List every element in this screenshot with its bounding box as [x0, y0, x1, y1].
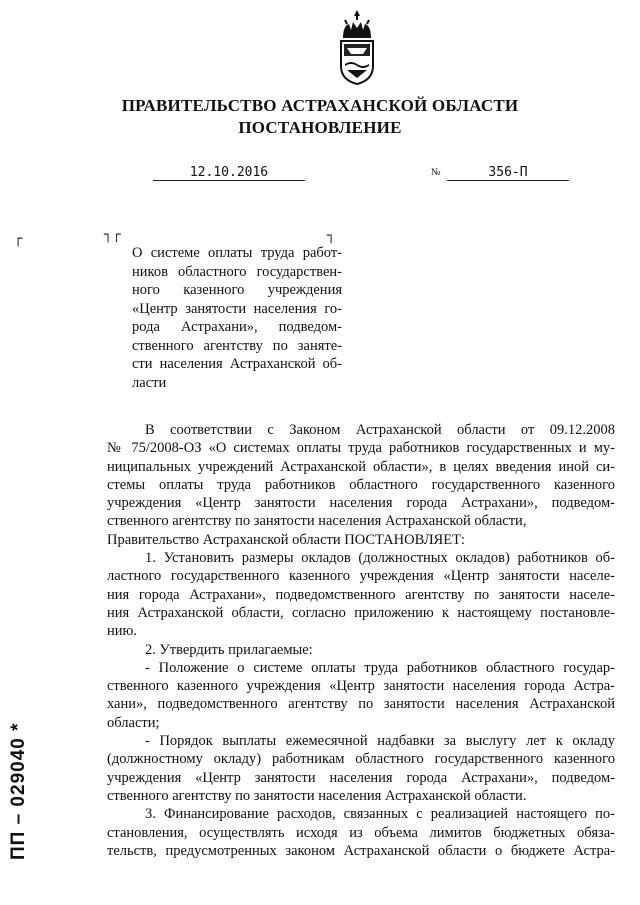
- date-underline: [153, 180, 305, 181]
- body-line: - Положение о системе оплаты труда работников областного государ-: [145, 659, 615, 676]
- serial-number: ПП – 029040 *: [8, 722, 29, 860]
- body-line: области;: [107, 714, 160, 731]
- subject-line: рода Астрахани», подведом-: [132, 319, 342, 335]
- body-line: стемы оплаты труда работников областного государственного казенного: [107, 476, 615, 493]
- subject-line: ласти: [132, 374, 167, 391]
- document-date: 12.10.2016: [189, 165, 269, 180]
- body-line: № 75/2008-ОЗ «О системах оплаты труда работников государственных и му-: [107, 440, 615, 457]
- corner-bracket-subject-left: ┐┌: [104, 227, 121, 243]
- document-number: 356-П: [488, 165, 528, 180]
- subject-line: сти населения Астраханской об-: [132, 356, 342, 372]
- body-line: ственного казенного учреждения «Центр занятости населения города Астра-: [107, 678, 615, 695]
- body-line: учреждения «Центр занятости населения города Астрахани», подведом-: [107, 769, 615, 786]
- subject-line: ников областного государствен-: [132, 263, 342, 280]
- number-underline: [447, 180, 569, 181]
- body-line: 1. Установить размеры окладов (должностных окладов) работников об-: [145, 550, 615, 567]
- subject-line: О системе оплаты труда работ-: [132, 245, 342, 261]
- body-line: Правительство Астраханской области ПОСТАНОВЛЯЕТ:: [107, 531, 465, 548]
- body-line: 2. Утвердить прилагаемые:: [145, 641, 313, 658]
- body-line: (должностному окладу) работникам областного государственного казенного: [107, 751, 615, 768]
- document-body: [107, 421, 615, 860]
- subject-line: ственного агентству по заняте-: [132, 337, 342, 354]
- body-line: 3. Финансирование расходов, связанных с реализацией настоящего по-: [145, 806, 615, 823]
- body-line: - Порядок выплаты ежемесячной надбавки за выслугу лет к окладу: [145, 733, 615, 750]
- body-line: ниципальных учреждений Астраханской области», в целях введения иной си-: [107, 458, 615, 475]
- subject-line: ного казенного учреждения: [132, 282, 342, 298]
- coat-of-arms-icon: [333, 8, 381, 86]
- body-line: ственного агентству по занятости населения Астраханской области.: [107, 787, 527, 804]
- corner-bracket-left: ┌: [14, 231, 23, 247]
- body-line: ния города Астрахани», подведомственного агентству по занятости населе-: [107, 586, 615, 603]
- body-line: ственного агентству по занятости населения Астраханской области,: [107, 513, 527, 530]
- corner-bracket-subject-right: ┐: [327, 228, 336, 244]
- body-line: нию.: [107, 623, 137, 640]
- document-type-title: ПОСТАНОВЛЕНИЕ: [238, 118, 402, 137]
- body-line: ния Астраханской области, согласно приложению к настоящему постановле-: [107, 604, 615, 621]
- subject-line: «Центр занятости населения го-: [132, 300, 342, 317]
- body-line: ластного государственного казенного учреждения «Центр занятости населе-: [107, 568, 615, 585]
- body-line: хани», подведомственного агентству по занятости населения Астраханской: [107, 696, 615, 713]
- body-line: становления, осуществлять исходя из объема лимитов бюджетных обяза-: [107, 824, 615, 841]
- body-line: учреждения «Центр занятости населения города Астрахани», подведом-: [107, 495, 615, 512]
- body-line: тельств, предусмотренных законом Астраханской области о бюджете Астра-: [107, 842, 615, 859]
- government-title: ПРАВИТЕЛЬСТВО АСТРАХАНСКОЙ ОБЛАСТИ: [121, 96, 519, 115]
- number-sign: №: [431, 167, 441, 178]
- document-subject: [132, 244, 342, 392]
- body-line: В соответствии с Законом Астраханской области от 09.12.2008: [145, 422, 615, 438]
